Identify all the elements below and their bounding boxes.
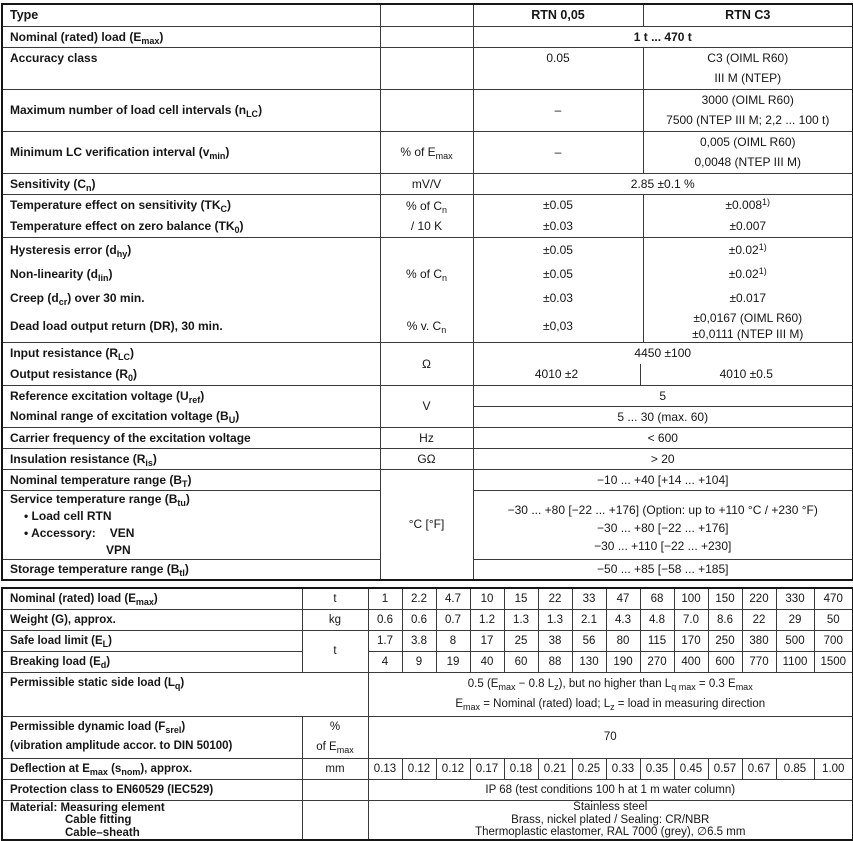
value-cell: 8.6	[708, 609, 742, 630]
value-rtnc3	[643, 194, 853, 237]
value-cell: 7.0	[674, 609, 708, 630]
value-rtnc3: 4010 ±0.5	[640, 364, 853, 385]
row-static-side-load	[2, 672, 853, 716]
unit-cell: kg	[302, 609, 368, 630]
row-accuracy-class	[2, 47, 853, 89]
value-cell: 0.18	[504, 758, 538, 779]
row-label	[2, 490, 380, 559]
value-cell: 4.3	[606, 609, 640, 630]
value-cell: 2.1	[572, 609, 606, 630]
row-sensitivity	[2, 173, 853, 194]
unit-line: % of $C_n$	[405, 198, 448, 215]
value-cell: > 20	[473, 448, 853, 469]
value-cell: 19	[436, 651, 470, 672]
label-line: Cable fitting	[65, 814, 132, 826]
value-cell: 770	[742, 651, 776, 672]
value-line: 0,005 (OIML R60)	[699, 135, 796, 149]
row-breaking-load	[2, 651, 853, 672]
header-rtn005: RTN 0,05	[473, 4, 643, 26]
value-rtnc3	[643, 237, 853, 342]
value-cell: 0.57	[708, 758, 742, 779]
value-split	[474, 364, 853, 385]
value-measuring-element: Stainless steel	[573, 801, 648, 813]
row-label: Permissible static side load $(L_q)$	[2, 672, 368, 716]
header-unit-spacer	[380, 4, 473, 26]
row-label: Nominal (rated) load $(E_{max})$	[2, 26, 380, 47]
row-label: Nominal (rated) load $(E_{max})$	[2, 588, 302, 609]
value-reference: 5	[659, 388, 667, 403]
value-cell: 0.6	[402, 609, 436, 630]
unit-line: of $E_{max}$	[316, 741, 354, 755]
value-line: ±0,03	[543, 318, 573, 333]
value-cell: 190	[606, 651, 640, 672]
value-cell: 1	[368, 588, 402, 609]
value-cell: 0.17	[470, 758, 504, 779]
value-line: ±0.05	[543, 266, 573, 281]
row-dynamic-load	[2, 716, 853, 758]
value-cell: 2.2	[402, 588, 436, 609]
value-cell: −10 ... +40 [+14 ... +104]	[473, 469, 853, 490]
row-label: Maximum number of load cell intervals $(n_{LC})$	[2, 89, 380, 131]
value-cell: 1.00	[814, 758, 853, 779]
value-line: ±0.05	[543, 197, 573, 212]
value-rtn005	[473, 194, 643, 237]
row-safe-load-limit	[2, 630, 853, 651]
row-excitation-voltage	[2, 385, 853, 427]
value-cell: 38	[538, 630, 572, 651]
value-cell	[473, 490, 853, 559]
value-line: ±0.007	[729, 218, 767, 233]
row-label	[2, 194, 380, 237]
value-line: C3 (OIML R60)	[707, 51, 789, 65]
value-rtn005	[473, 237, 643, 342]
unit-cell: t	[302, 588, 368, 609]
value-cell: 0.6	[368, 609, 402, 630]
value-cell: 0.7	[436, 609, 470, 630]
row-label: Sensitivity $(C_n)$	[2, 173, 380, 194]
row-nominal-load	[2, 26, 853, 47]
value-cell: 10	[470, 588, 504, 609]
label-nonlinearity: Non-linearity $(d_{lin})$	[10, 266, 113, 283]
value-cell: 330	[776, 588, 814, 609]
row-nominal-load-values	[2, 588, 853, 609]
label-line: Material: Measuring element	[10, 801, 165, 814]
value-cell: 1.2	[470, 609, 504, 630]
label-bullet-accessory: • Accessory: VEN	[24, 525, 135, 540]
value-rtnc3	[643, 89, 853, 131]
unit-cell: GΩ	[380, 448, 473, 469]
value-cell	[368, 800, 853, 840]
unit-cell: % of $E_{max}$	[380, 131, 473, 173]
value-cell: 60	[504, 651, 538, 672]
value-cell: 0.12	[402, 758, 436, 779]
row-label: Safe load limit $(E_L)$	[2, 630, 302, 651]
value-ven-range: −30 ... +80 [−22 ... +176]	[597, 520, 729, 535]
value-cell: 0.13	[368, 758, 402, 779]
label-line: Nominal range of excitation voltage $(B_U)$	[10, 409, 240, 425]
row-label: Storage temperature range $(B_{tl})$	[2, 559, 380, 580]
value-cell: −50 ... +85 [−58 ... +185]	[473, 559, 853, 580]
unit-cell: mm	[302, 758, 368, 779]
unit-cell-tonnes: t	[302, 630, 368, 672]
row-material	[2, 800, 853, 840]
value-rtnc3	[643, 131, 853, 173]
unit-cell	[380, 237, 473, 342]
row-carrier-frequency	[2, 427, 853, 448]
unit-cell	[380, 89, 473, 131]
row-label	[2, 385, 380, 427]
value-cell: IP 68 (test conditions 100 h at 1 m water column)	[368, 779, 853, 800]
unit-cell	[302, 800, 368, 840]
value-cell	[368, 672, 853, 716]
row-label: Protection class to EN60529 (IEC529)	[2, 779, 302, 800]
value-cell: 470	[814, 588, 853, 609]
value-cell: 88	[538, 651, 572, 672]
row-label: Minimum LC verification interval $(v_{min})$	[2, 131, 380, 173]
value-legend: $E_{max}$ = Nominal (rated) load; $L_z$ = load in measuring direction	[455, 698, 766, 712]
value-cell: 150	[708, 588, 742, 609]
value-cell	[473, 385, 853, 427]
spec-table-loads	[1, 587, 853, 841]
value-line: 3000 (OIML R60)	[701, 93, 794, 107]
unit-cell: Hz	[380, 427, 473, 448]
row-weight	[2, 609, 853, 630]
value-cell: 130	[572, 651, 606, 672]
value-cell: 100	[674, 588, 708, 609]
row-load-cell-intervals	[2, 89, 853, 131]
value-cell: 0.45	[674, 758, 708, 779]
value-rtnc3	[643, 47, 853, 89]
value-cell: 0.12	[436, 758, 470, 779]
value-vpn-range: −30 ... +110 [−22 ... +230]	[594, 538, 732, 553]
label-bullet-rtn: • Load cell RTN	[24, 508, 112, 523]
label-hysteresis: Hysteresis error $(d_{hy})$	[10, 242, 132, 259]
header-rtnc3: RTN C3	[643, 4, 853, 26]
value-cell: 56	[572, 630, 606, 651]
value-cell: 70	[368, 716, 853, 758]
value-rtn-range: −30 ... +80 [−22 ... +176] (Option: up to +110 °C / +230 °F)	[507, 502, 818, 517]
value-cell: 22	[742, 609, 776, 630]
unit-cell	[380, 26, 473, 47]
value-cell: 220	[742, 588, 776, 609]
value-cell: 17	[470, 630, 504, 651]
value-cell: 600	[708, 651, 742, 672]
row-label: Nominal temperature range $(B_T)$	[2, 469, 380, 490]
value-line: ±0.03	[543, 218, 573, 233]
value-cell: 25	[504, 630, 538, 651]
value-line: ±0.05	[543, 242, 573, 257]
value-formula: 0.5 ($E_{max} - 0.8$ $L_z$), but no higher than $L_{q max} = 0.3$ $E_{max}$	[467, 678, 753, 692]
row-stability-block	[2, 237, 853, 342]
unit-cell	[380, 47, 473, 89]
value-cell: 1.3	[538, 609, 572, 630]
label-ven: VEN	[109, 525, 135, 540]
unit-cell-temperature: °C [°F]	[380, 469, 473, 580]
value-rtn005: –	[473, 89, 643, 131]
value-line: $\pm 0.02^{1)}$	[728, 265, 767, 281]
label-creep: Creep $(d_{cr})$ over 30 min.	[10, 290, 145, 307]
row-insulation-resistance	[2, 448, 853, 469]
unit-cell	[380, 194, 473, 237]
value-rtn005: 4010 ±2	[534, 366, 579, 381]
value-rtn005: –	[473, 131, 643, 173]
row-label: Insulation resistance $(R_{is})$	[2, 448, 380, 469]
value-cell: 700	[814, 630, 853, 651]
value-cell: 4.7	[436, 588, 470, 609]
row-verification-interval	[2, 131, 853, 173]
value-cell: 0.21	[538, 758, 572, 779]
spec-table-general	[1, 3, 853, 581]
row-temperature-effects	[2, 194, 853, 237]
value-cell	[473, 342, 853, 385]
label-line: Output resistance $(R_0)$	[10, 366, 138, 383]
value-line: $\pm 0.02^{1)}$	[728, 241, 767, 257]
value-line: ±0.03	[543, 290, 573, 305]
unit-cell	[302, 779, 368, 800]
value-cell: 270	[640, 651, 674, 672]
value-cell: 250	[708, 630, 742, 651]
value-cell: 68	[640, 588, 674, 609]
value-cell: 2.85 ±0.1 %	[473, 173, 853, 194]
row-deflection	[2, 758, 853, 779]
value-cell: 3.8	[402, 630, 436, 651]
value-line: ±0.017	[729, 290, 767, 305]
value-cell: 50	[814, 609, 853, 630]
value-cell: 29	[776, 609, 814, 630]
label-vpn: VPN	[106, 542, 131, 557]
value-cell: 0.85	[776, 758, 814, 779]
value-cell: 9	[402, 651, 436, 672]
header-row	[2, 4, 853, 26]
value-cell: 0.67	[742, 758, 776, 779]
value-cell: 380	[742, 630, 776, 651]
row-label	[2, 800, 302, 840]
value-line: $\pm 0.008^{1)}$	[725, 196, 771, 212]
value-cell: 0.35	[640, 758, 674, 779]
value-rtn005: 0.05	[473, 47, 643, 89]
value-cell: 40	[470, 651, 504, 672]
loads-table-wrapper	[1, 587, 852, 841]
row-label: Carrier frequency of the excitation voltage	[2, 427, 380, 448]
row-label: Deflection at $E_{max}$ $(s_{nom})$, approx.	[2, 758, 302, 779]
value-line: III M (NTEP)	[714, 71, 782, 85]
value-cell: 33	[572, 588, 606, 609]
label-line: Permissible dynamic load $(F_{srel})$	[10, 721, 186, 735]
value-cell: 400	[674, 651, 708, 672]
value-cell: 1.3	[504, 609, 538, 630]
value-cable-fitting: Brass, nickel plated / Sealing: CR/NBR	[511, 813, 710, 826]
row-label	[2, 342, 380, 385]
label-line: Temperature effect on zero balance $(TK_0)$	[10, 218, 244, 235]
value-cell: 0.33	[606, 758, 640, 779]
header-type: Type	[2, 4, 380, 26]
value-cell: 0.25	[572, 758, 606, 779]
value-line: ±0,0167 (OIML R60)	[693, 310, 803, 325]
unit-cell: V	[380, 385, 473, 427]
row-label: Breaking load $(E_d)$	[2, 651, 302, 672]
value-cell: 4.8	[640, 609, 674, 630]
value-cell: 8	[436, 630, 470, 651]
value-cell: 500	[776, 630, 814, 651]
value-line: 7500 (NTEP III M; 2,2 ... 100 t)	[666, 113, 830, 127]
unit-line: %	[329, 721, 341, 733]
label-dead-load: Dead load output return (DR), 30 min.	[10, 318, 223, 333]
label-line: (vibration amplitude accor. to DIN 50100)	[10, 740, 233, 752]
value-dead-load	[644, 310, 853, 342]
label-line: Reference excitation voltage $(U_{ref})$	[10, 389, 205, 405]
row-nominal-temperature	[2, 469, 853, 490]
value-line: ±0,0111 (NTEP III M)	[692, 326, 804, 341]
value-range: 5 ... 30 (max. 60)	[474, 406, 853, 427]
value-cell: 47	[606, 588, 640, 609]
label-title: Service temperature range $(B_{tu})$	[10, 491, 190, 508]
value-cell: 15	[504, 588, 538, 609]
row-label: Weight (G), approx.	[2, 609, 302, 630]
value-cable-sheath: Thermoplastic elastomer, RAL 7000 (grey), ∅6.5 mm	[475, 826, 746, 838]
row-resistance	[2, 342, 853, 385]
value-cell: 1.7	[368, 630, 402, 651]
unit-line: / 10 K	[410, 218, 443, 233]
value-cell: 1500	[814, 651, 853, 672]
row-label: Accuracy class	[2, 47, 380, 89]
unit-cell: mV/V	[380, 173, 473, 194]
label-line: Cable–sheath	[65, 826, 140, 839]
value-shared: 4450 ±100	[634, 345, 692, 360]
value-cell: 1 t ... 470 t	[473, 26, 853, 47]
unit-line: % v. $C_n$	[406, 318, 447, 335]
value-line: 0,0048 (NTEP III M)	[694, 155, 801, 169]
value-cell: < 600	[473, 427, 853, 448]
unit-cell	[302, 716, 368, 758]
unit-line: % of $C_n$	[405, 266, 448, 283]
value-cell: 1100	[776, 651, 814, 672]
label-line: Input resistance $(R_{LC})$	[10, 345, 135, 362]
row-protection-class	[2, 779, 853, 800]
row-label	[2, 237, 380, 342]
value-cell: 4	[368, 651, 402, 672]
unit-cell: Ω	[380, 342, 473, 385]
value-cell: 115	[640, 630, 674, 651]
value-cell: 80	[606, 630, 640, 651]
row-label	[2, 716, 302, 758]
label-line: Temperature effect on sensitivity $(TK_C)$	[10, 197, 231, 214]
value-cell: 22	[538, 588, 572, 609]
value-cell: 170	[674, 630, 708, 651]
